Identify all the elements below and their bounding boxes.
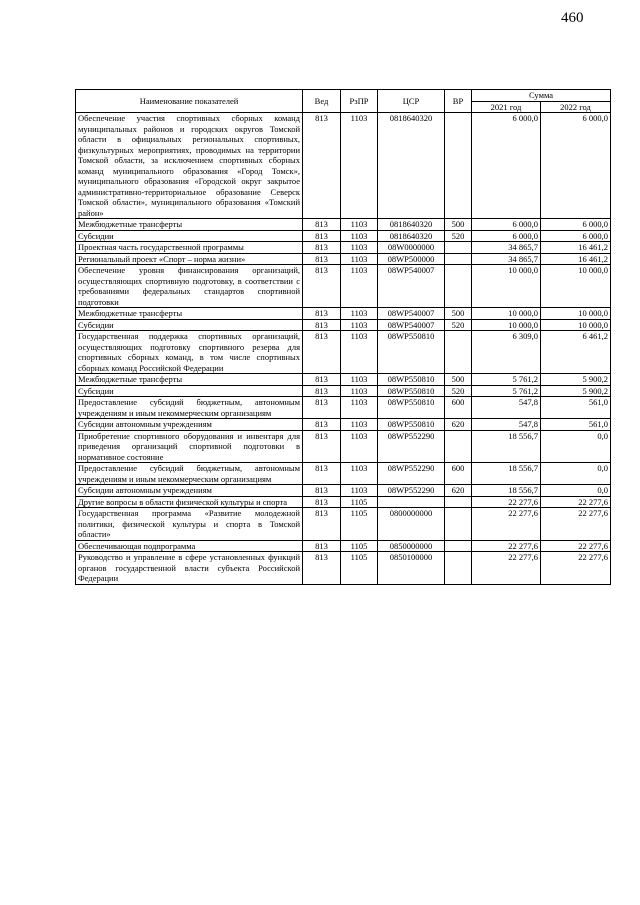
row-name: Государственная программа «Развитие молодежной политики, физической культуры и спорта в Томской области» (76, 508, 303, 541)
header-2022: 2022 год (541, 101, 611, 113)
row-name: Субсидии (76, 385, 303, 397)
header-ved: Вед (303, 90, 341, 113)
header-name: Наименование показателей (76, 90, 303, 113)
row-ved: 813 (303, 219, 341, 231)
table-row (76, 230, 611, 242)
row-sum-2022: 16 461,2 (541, 242, 611, 254)
row-sum-2021: 18 556,7 (472, 485, 541, 497)
row-vr (445, 496, 472, 508)
row-vr (445, 242, 472, 254)
row-name: Другие вопросы в области физической культуры и спорта (76, 496, 303, 508)
row-sum-2022: 22 277,6 (541, 496, 611, 508)
row-sum-2022: 22 277,6 (541, 540, 611, 552)
table-row (76, 430, 611, 463)
row-sum-2022: 5 900,2 (541, 385, 611, 397)
row-sum-2021: 34 865,7 (472, 253, 541, 265)
row-rzpr: 1103 (341, 419, 378, 431)
row-ved: 813 (303, 540, 341, 552)
row-rzpr: 1103 (341, 331, 378, 374)
row-name: Обеспечение уровня финансирования организаций, осуществляющих спортивную подготовку, в соответствии с требованиями федеральных стандартов спортивной подготовки (76, 265, 303, 308)
row-csr: 0850100000 (378, 552, 445, 585)
row-ved: 813 (303, 265, 341, 308)
row-vr (445, 540, 472, 552)
row-csr: 08W0000000 (378, 242, 445, 254)
table-row (76, 219, 611, 231)
header-rzpr: РзПР (341, 90, 378, 113)
row-ved: 813 (303, 397, 341, 419)
table-row (76, 253, 611, 265)
row-sum-2022: 0,0 (541, 463, 611, 485)
row-vr: 600 (445, 397, 472, 419)
row-csr: 08WP552290 (378, 463, 445, 485)
row-csr: 08WP540007 (378, 308, 445, 320)
row-ved: 813 (303, 508, 341, 541)
table-row (76, 113, 611, 219)
table-row (76, 319, 611, 331)
row-rzpr: 1103 (341, 265, 378, 308)
row-vr (445, 253, 472, 265)
table-row (76, 385, 611, 397)
row-rzpr: 1103 (341, 219, 378, 231)
row-vr: 520 (445, 319, 472, 331)
budget-table (75, 89, 611, 585)
row-rzpr: 1103 (341, 242, 378, 254)
row-rzpr: 1103 (341, 463, 378, 485)
row-rzpr: 1103 (341, 430, 378, 463)
row-sum-2021: 5 761,2 (472, 385, 541, 397)
row-rzpr: 1103 (341, 385, 378, 397)
row-sum-2021: 22 277,6 (472, 496, 541, 508)
header-sum: Сумма (472, 90, 611, 102)
row-vr (445, 113, 472, 219)
row-csr: 08WP550810 (378, 331, 445, 374)
table-row (76, 374, 611, 386)
row-csr: 0818640320 (378, 219, 445, 231)
table-row (76, 265, 611, 308)
row-sum-2022: 6 000,0 (541, 113, 611, 219)
table-row (76, 540, 611, 552)
row-ved: 813 (303, 485, 341, 497)
row-ved: 813 (303, 419, 341, 431)
row-sum-2022: 0,0 (541, 430, 611, 463)
row-sum-2022: 16 461,2 (541, 253, 611, 265)
row-sum-2022: 6 461,2 (541, 331, 611, 374)
row-csr: 08WP550810 (378, 374, 445, 386)
table-body (76, 113, 611, 585)
row-rzpr: 1103 (341, 374, 378, 386)
row-rzpr: 1103 (341, 113, 378, 219)
row-name: Субсидии (76, 319, 303, 331)
row-sum-2021: 22 277,6 (472, 508, 541, 541)
row-csr (378, 496, 445, 508)
row-sum-2022: 561,0 (541, 397, 611, 419)
row-vr: 500 (445, 219, 472, 231)
row-csr: 08WP550810 (378, 397, 445, 419)
row-ved: 813 (303, 308, 341, 320)
row-sum-2021: 6 000,0 (472, 230, 541, 242)
row-vr: 520 (445, 230, 472, 242)
row-sum-2022: 5 900,2 (541, 374, 611, 386)
row-name: Субсидии автономным учреждениям (76, 419, 303, 431)
row-name: Обеспечивающая подпрограмма (76, 540, 303, 552)
row-ved: 813 (303, 331, 341, 374)
row-rzpr: 1103 (341, 253, 378, 265)
header-csr: ЦСР (378, 90, 445, 113)
row-ved: 813 (303, 253, 341, 265)
row-ved: 813 (303, 319, 341, 331)
row-vr (445, 331, 472, 374)
row-name: Предоставление субсидий бюджетным, автономным учреждениям и иным некоммерческим организациям (76, 397, 303, 419)
row-name: Приобретение спортивного оборудования и инвентаря для приведения организаций спортивной подготовки в нормативное состояние (76, 430, 303, 463)
table-row (76, 397, 611, 419)
row-vr: 620 (445, 419, 472, 431)
table-row (76, 331, 611, 374)
row-vr (445, 508, 472, 541)
row-ved: 813 (303, 113, 341, 219)
row-csr: 0818640320 (378, 113, 445, 219)
row-sum-2021: 5 761,2 (472, 374, 541, 386)
row-name: Руководство и управление в сфере установленных функций органов государственной власти субъекта Российской Федерации (76, 552, 303, 585)
row-sum-2021: 6 000,0 (472, 113, 541, 219)
row-sum-2022: 561,0 (541, 419, 611, 431)
table-row (76, 463, 611, 485)
table-row (76, 308, 611, 320)
row-sum-2021: 6 000,0 (472, 219, 541, 231)
row-sum-2021: 34 865,7 (472, 242, 541, 254)
row-ved: 813 (303, 242, 341, 254)
row-name: Обеспечение участия спортивных сборных команд муниципальных районов и городских округов Томской области в официальных региональных спортивных, физкультурных мероприятиях, проводимых на территории Томской области, за исключением спортивных сборных команд муниципального образования «Город Томск», муниципального образования «Городской округ закрытое административно-территориальное образование Северск Томской области», муниципального образования «Томский район» (76, 113, 303, 219)
row-rzpr: 1105 (341, 552, 378, 585)
row-sum-2021: 18 556,7 (472, 430, 541, 463)
row-name: Предоставление субсидий бюджетным, автономным учреждениям и иным некоммерческим организациям (76, 463, 303, 485)
row-ved: 813 (303, 430, 341, 463)
row-ved: 813 (303, 230, 341, 242)
row-csr: 08WP550810 (378, 419, 445, 431)
row-name: Субсидии (76, 230, 303, 242)
row-vr: 620 (445, 485, 472, 497)
row-csr: 08WP540007 (378, 319, 445, 331)
row-rzpr: 1105 (341, 508, 378, 541)
row-name: Государственная поддержка спортивных организаций, осуществляющих подготовку спортивного резерва для спортивных сборных команд, в том числе спортивных сборных команд Российской Федерации (76, 331, 303, 374)
row-name: Региональный проект «Спорт – норма жизни» (76, 253, 303, 265)
row-csr: 08WP552290 (378, 485, 445, 497)
table-row (76, 496, 611, 508)
row-sum-2022: 22 277,6 (541, 552, 611, 585)
row-rzpr: 1105 (341, 496, 378, 508)
row-ved: 813 (303, 496, 341, 508)
row-vr: 500 (445, 374, 472, 386)
row-vr (445, 430, 472, 463)
row-rzpr: 1103 (341, 319, 378, 331)
table-row (76, 242, 611, 254)
table-row (76, 552, 611, 585)
row-name: Межбюджетные трансферты (76, 308, 303, 320)
row-ved: 813 (303, 374, 341, 386)
page-number: 460 (561, 10, 584, 26)
row-sum-2021: 6 309,0 (472, 331, 541, 374)
row-ved: 813 (303, 552, 341, 585)
row-vr: 500 (445, 308, 472, 320)
row-name: Межбюджетные трансферты (76, 374, 303, 386)
row-vr: 520 (445, 385, 472, 397)
row-sum-2021: 22 277,6 (472, 552, 541, 585)
row-rzpr: 1103 (341, 397, 378, 419)
row-sum-2022: 0,0 (541, 485, 611, 497)
row-sum-2021: 547,8 (472, 397, 541, 419)
row-sum-2022: 6 000,0 (541, 219, 611, 231)
row-name: Межбюджетные трансферты (76, 219, 303, 231)
row-sum-2021: 10 000,0 (472, 265, 541, 308)
row-sum-2021: 10 000,0 (472, 308, 541, 320)
row-sum-2021: 22 277,6 (472, 540, 541, 552)
row-ved: 813 (303, 463, 341, 485)
table-row (76, 508, 611, 541)
row-csr: 08WP540007 (378, 265, 445, 308)
row-csr: 08WP500000 (378, 253, 445, 265)
row-ved: 813 (303, 385, 341, 397)
table-row (76, 419, 611, 431)
row-csr: 0800000000 (378, 508, 445, 541)
row-csr: 08WP550810 (378, 385, 445, 397)
row-sum-2021: 547,8 (472, 419, 541, 431)
row-sum-2022: 6 000,0 (541, 230, 611, 242)
header-vr: ВР (445, 90, 472, 113)
row-sum-2022: 22 277,6 (541, 508, 611, 541)
header-2021: 2021 год (472, 101, 541, 113)
row-rzpr: 1103 (341, 308, 378, 320)
table-row (76, 485, 611, 497)
row-sum-2021: 18 556,7 (472, 463, 541, 485)
row-sum-2022: 10 000,0 (541, 308, 611, 320)
row-csr: 0850000000 (378, 540, 445, 552)
row-csr: 0818640320 (378, 230, 445, 242)
row-sum-2021: 10 000,0 (472, 319, 541, 331)
row-name: Проектная часть государственной программы (76, 242, 303, 254)
row-vr (445, 265, 472, 308)
row-rzpr: 1105 (341, 540, 378, 552)
row-sum-2022: 10 000,0 (541, 319, 611, 331)
row-name: Субсидии автономным учреждениям (76, 485, 303, 497)
row-vr (445, 552, 472, 585)
row-vr: 600 (445, 463, 472, 485)
row-sum-2022: 10 000,0 (541, 265, 611, 308)
row-csr: 08WP552290 (378, 430, 445, 463)
row-rzpr: 1103 (341, 230, 378, 242)
row-rzpr: 1103 (341, 485, 378, 497)
